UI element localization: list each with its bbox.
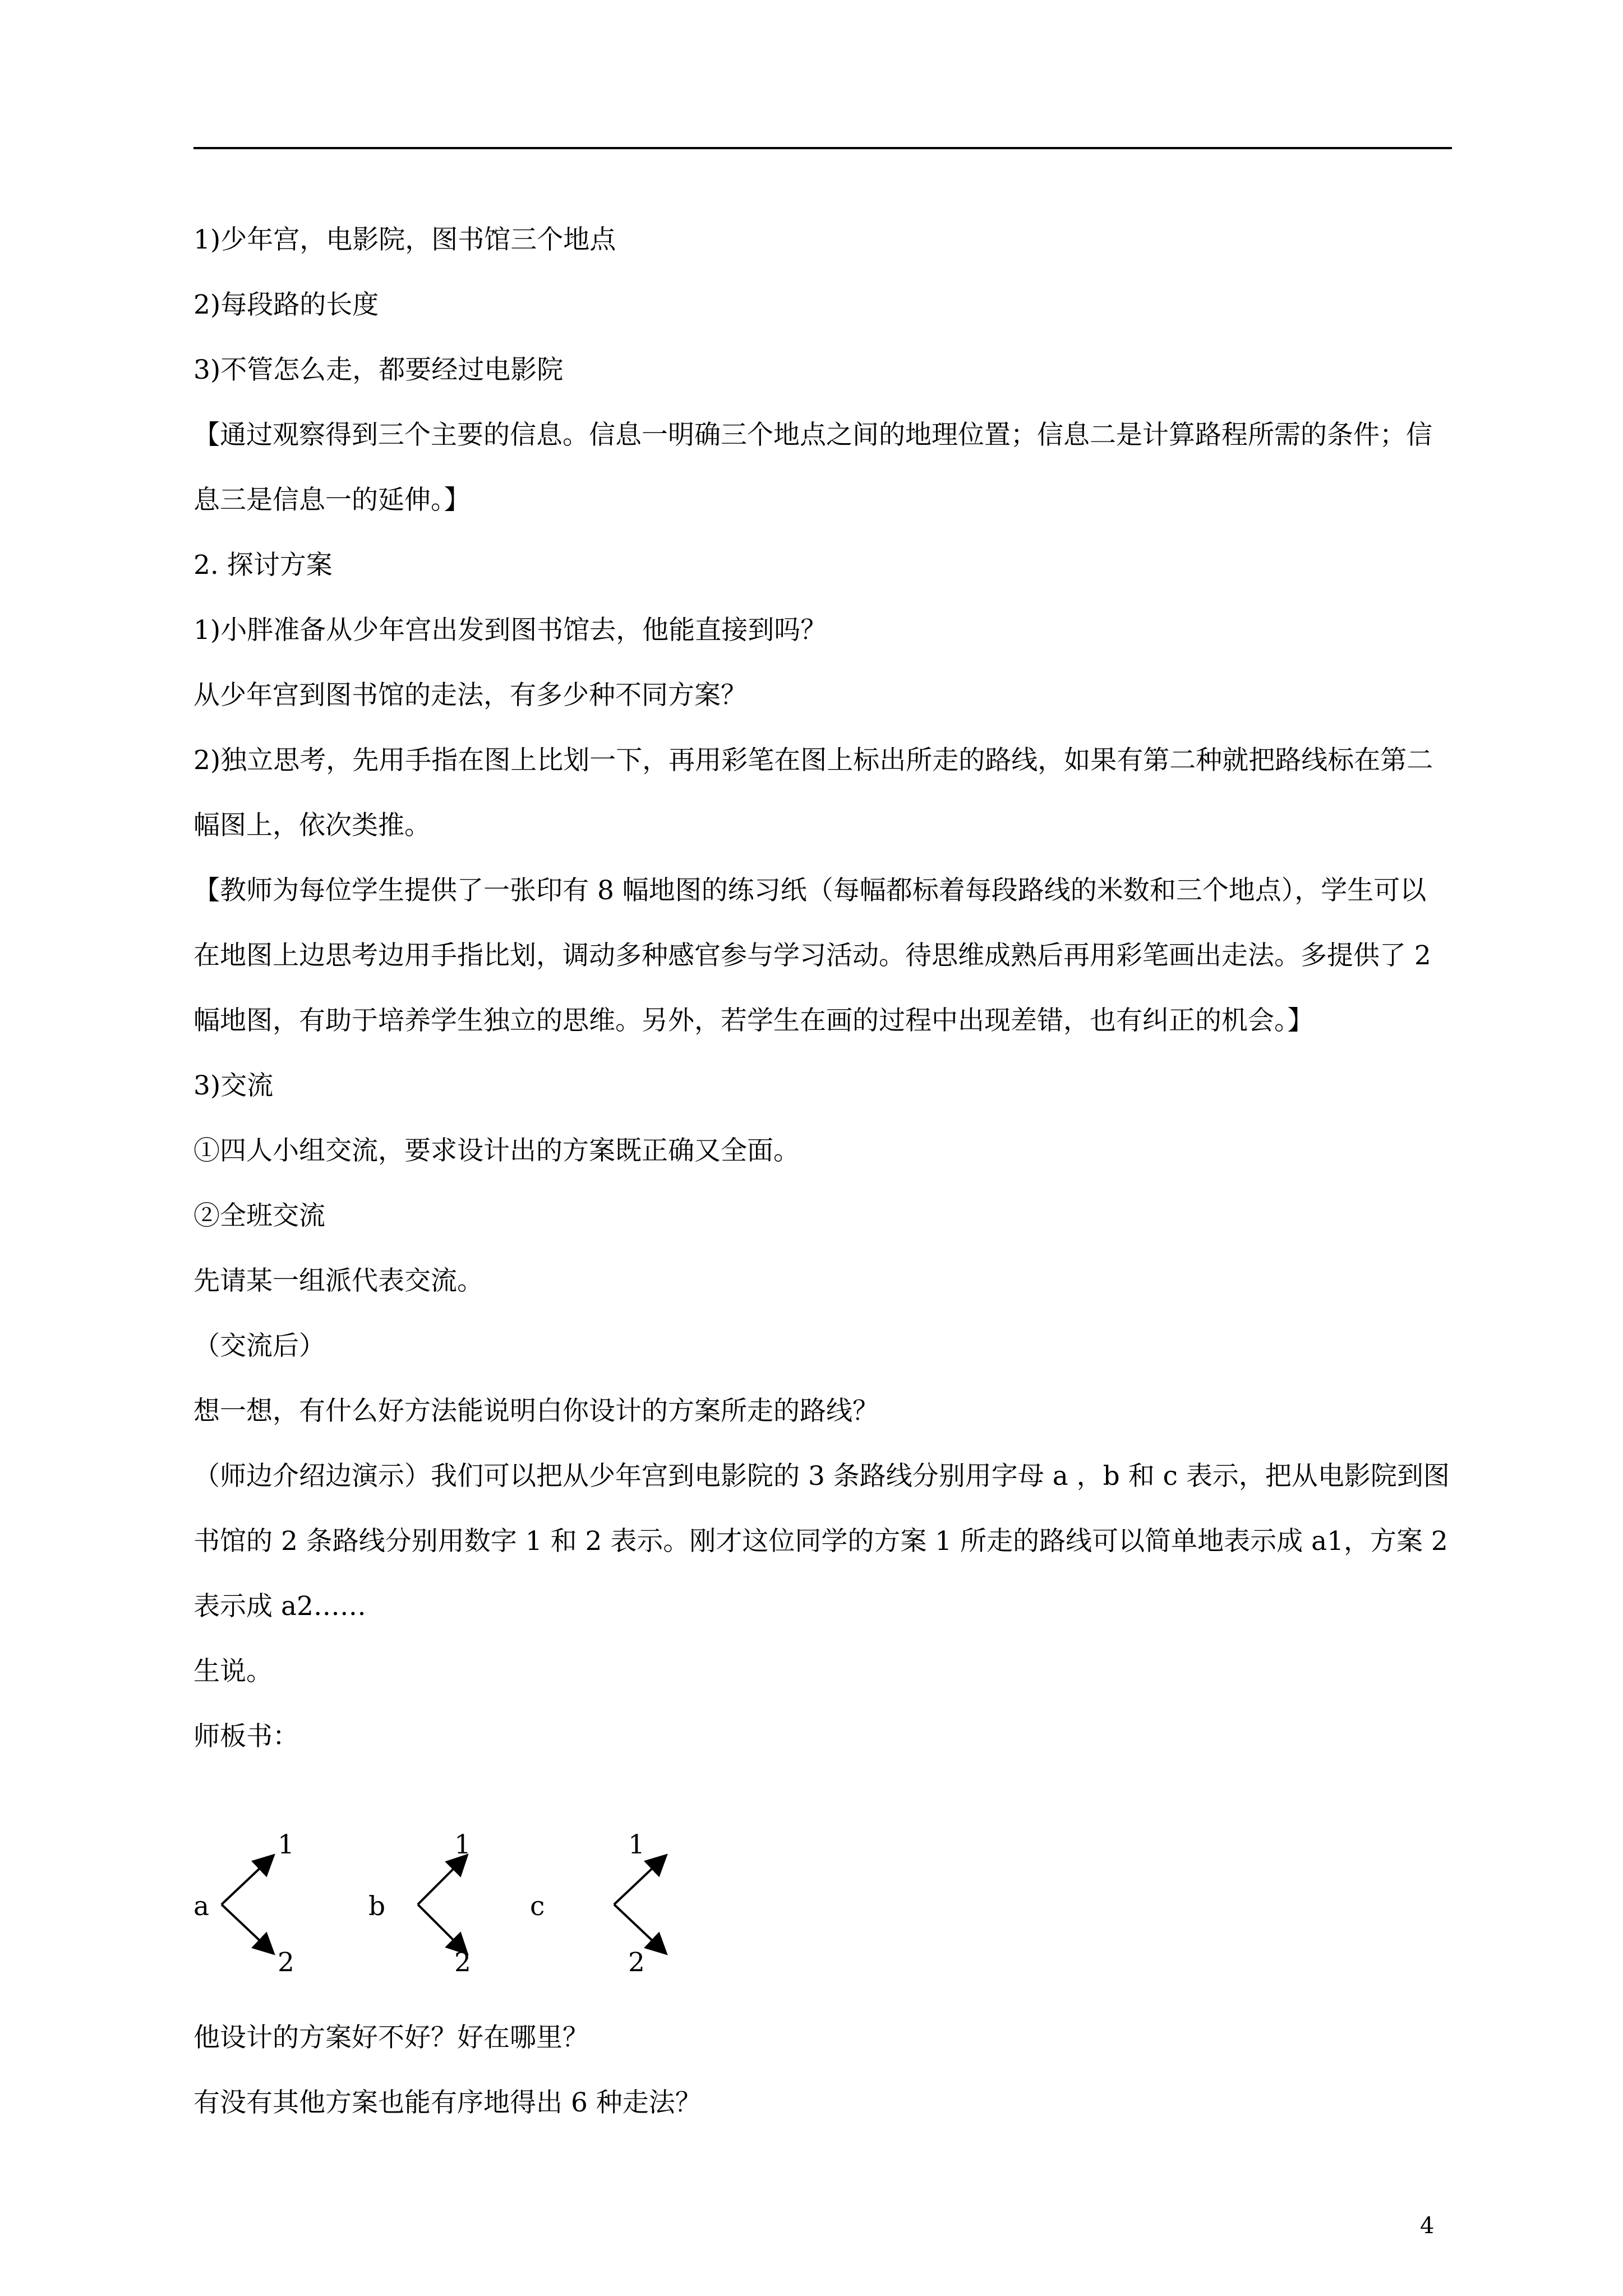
text-line: 师板书： [193,1721,299,1752]
text-line: 3)不管怎么走，都要经过电影院 [193,355,564,385]
text-line: （交流后） [193,1331,325,1361]
route-diagram [193,1815,698,1983]
text-line: 从少年宫到图书馆的走法，有多少种不同方案？ [193,680,747,711]
header-rule [193,147,1452,149]
diagram-label-c-2: 2 [628,1947,645,1978]
text-line: 1)小胖准备从少年宫出发到图书馆去，他能直接到吗？ [193,615,827,646]
arrow-a-1 [222,1857,272,1904]
text-line: 他设计的方案好不好？好在哪里？ [193,2022,589,2053]
arrow-a-2 [222,1904,272,1952]
document-body [193,208,1452,1769]
arrow-c-2 [614,1904,665,1952]
diagram-label-b-1: 1 [454,1829,471,1860]
diagram-label-a-2: 2 [278,1947,294,1978]
text-line: 3)交流 [193,1070,274,1101]
text-paragraph: 【教师为每位学生提供了一张印有 8 幅地图的练习纸（每幅都标着每段路线的米数和三个地点），学生可以在地图上边思考边用手指比划，调动多种感官参与学习活动。待思维成熟后再用彩笔画出走法。多提供了 2 幅地图，有助于培养学生独立的思维。另外，若学生在画的过程中出现差错，也有纠正的机会。】 [193,875,1431,1036]
text-line: 想一想，有什么好方法能说明白你设计的方案所走的路线？ [193,1396,879,1427]
arrow-c-1 [614,1857,665,1904]
document-body-continued [193,2005,1452,2136]
text-line: ②全班交流 [193,1200,325,1231]
arrow-b-1 [418,1857,465,1904]
text-line: ①四人小组交流，要求设计出的方案既正确又全面。 [193,1135,800,1166]
text-line: 2)每段路的长度 [193,289,379,320]
arrow-b-2 [418,1904,465,1952]
text-line: 1)少年宫，电影院，图书馆三个地点 [193,224,616,255]
diagram-label-b: b [368,1891,386,1922]
text-line: 生说。 [193,1656,273,1687]
diagram-label-a: a [193,1891,210,1922]
section-heading: 2. 探讨方案 [193,550,333,581]
text-paragraph: 2)独立思考，先用手指在图上比划一下，再用彩笔在图上标出所走的路线，如果有第二种就把路线标在第二幅图上，依次类推。 [193,745,1433,841]
route-arrows [193,1815,698,1983]
text-paragraph: （师边介绍边演示）我们可以把从少年宫到电影院的 3 条路线分别用字母 a ，b 和 c 表示，把从电影院到图书馆的 2 条路线分别用数字 1 和 2 表示。刚才这位同学的方案 1 所走的路线可以简单地表示成 a1，方案 2 表示成 a2…… [193,1461,1450,1622]
text-line: 有没有其他方案也能有序地得出 6 种走法？ [193,2087,702,2118]
diagram-label-a-1: 1 [278,1829,294,1860]
diagram-label-c-1: 1 [628,1829,645,1860]
text-paragraph: 【通过观察得到三个主要的信息。信息一明确三个地点之间的地理位置；信息二是计算路程所需的条件；信息三是信息一的延伸。】 [193,420,1432,516]
diagram-label-c: c [530,1891,545,1922]
diagram-label-b-2: 2 [454,1947,471,1978]
text-line: 先请某一组派代表交流。 [193,1266,483,1296]
page-number: 4 [1420,2213,1435,2239]
